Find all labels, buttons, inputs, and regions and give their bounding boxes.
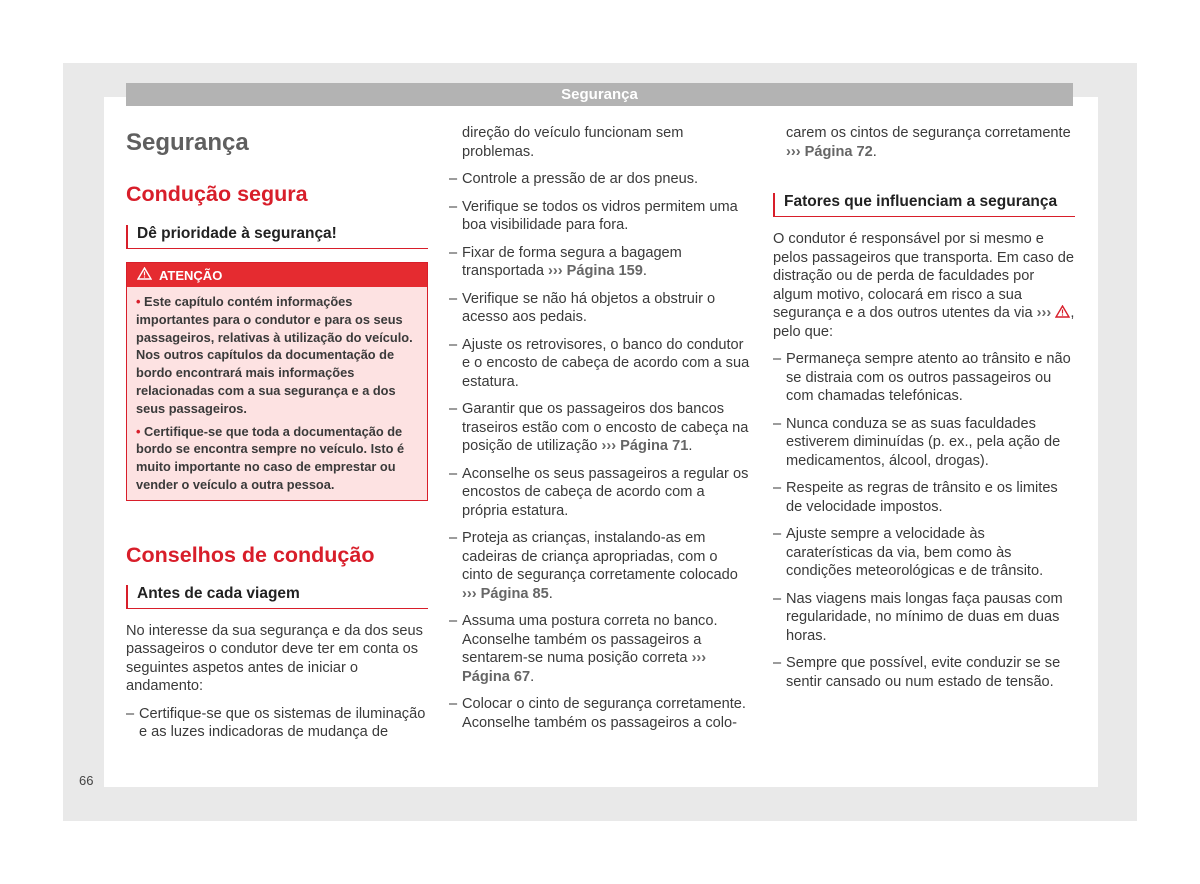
warning-triangle-icon <box>1055 305 1070 321</box>
heading-safe-driving: Condução segura <box>126 182 308 206</box>
list-item: – Controle a pressão de ar dos pneus. <box>449 171 699 187</box>
list-item: – Fixar de forma segura a bagagem transportada ››› Página 159. <box>449 244 682 279</box>
list-item: – Nas viagens mais longas faça pausas com regularidade, no mínimo de duas em duas horas. <box>773 590 1063 644</box>
list-item: – Assuma uma postura correta no banco. Aconselhe também os passageiros a sentarem-se numa posição correta ››› Página 67. <box>449 613 718 685</box>
heading-driving-advice: Conselhos de condução <box>126 542 375 567</box>
warning-link[interactable]: ››› <box>1036 305 1052 321</box>
warning-point: • Certifique-se que toda a documentação de bordo se encontra sempre no veículo. Isto é muito importante no caso de emprestar ou vender o veículo a outra pessoa. <box>136 423 405 492</box>
list-item: – Aconselhe os seus passageiros a regular os encostos de cabeça de acordo com a própria estatura. <box>449 465 749 519</box>
list-item: – Verifique se todos os vidros permitem uma boa visibilidade para fora. <box>449 198 738 233</box>
warning-title: ATENÇÃO <box>159 267 223 283</box>
page-link[interactable]: ››› Página 71 <box>601 438 689 454</box>
page-title: Segurança <box>126 129 249 156</box>
column-2 <box>449 124 751 732</box>
page-link[interactable]: ››› Página 159 <box>548 263 643 279</box>
list-item: – Certifique-se que os sistemas de iluminação e as luzes indicadoras de mudança de <box>126 705 426 741</box>
warning-point: • Este capítulo contém informações importantes para o condutor e para os seus passageiros, relativas à utilização do veículo. Nos outros capítulos da documentação de bordo encontrará mais informações relacionadas com a sua segurança e a dos seus passageiros. <box>136 294 413 416</box>
intro-paragraph: No interesse da sua segurança e da dos seus passageiros o condutor deve ter em conta os seguintes aspetos antes de iniciar o andamento: <box>126 622 423 695</box>
factors-list <box>773 350 1075 691</box>
checklist <box>449 170 751 732</box>
column-1 <box>126 124 428 742</box>
continued-text: carem os cintos de segurança corretamente ››› Página 72. <box>786 125 1071 160</box>
list-item: – Verifique se não há objetos a obstruir o acesso aos pedais. <box>449 290 716 325</box>
page-number: 66 <box>79 773 94 788</box>
list-item: – Garantir que os passageiros dos bancos traseiros estão com o encosto de cabeça na posição de utilização ››› Página 71. <box>449 401 749 454</box>
subheading-before-trip: Antes de cada viagem <box>126 585 428 609</box>
warning-box <box>126 262 428 501</box>
column-3 <box>773 124 1075 691</box>
list-item: – Nunca conduza se as suas faculdades estiverem diminuídas (p. ex., pela ação de medicamentos, álcool, drogas). <box>773 415 1061 469</box>
subheading-priority: Dê prioridade à segurança! <box>126 225 428 249</box>
list-item: – Ajuste os retrovisores, o banco do condutor e o encosto de cabeça de acordo com a sua estatura. <box>449 336 750 390</box>
list-item: – Colocar o cinto de segurança corretamente. Aconselhe também os passageiros a colo- <box>449 696 746 731</box>
section-header: Segurança <box>126 83 1073 106</box>
page-link[interactable]: ››› Página 67 <box>462 650 707 685</box>
page-link[interactable]: ››› Página 72 <box>786 143 873 160</box>
warning-header <box>127 263 427 287</box>
subheading-factors: Fatores que influenciam a segurança <box>773 193 1075 217</box>
warning-triangle-icon <box>137 263 152 288</box>
warning-body <box>127 287 427 500</box>
list-item: – Ajuste sempre a velocidade às caraterísticas da via, bem como às condições meteorológicas e de trânsito. <box>773 526 1044 579</box>
continued-text: direção do veículo funcionam sem problemas. <box>462 125 684 160</box>
list-item: – Permaneça sempre atento ao trânsito e não se distraia com os outros passageiros ou com chamadas telefónicas. <box>773 351 1071 404</box>
page-link[interactable]: ››› Página 85 <box>462 585 549 602</box>
factors-intro: O condutor é responsável por si mesmo e pelos passageiros que transporta. Em caso de distração ou de perda de faculdades por algum motivo, colocará em risco a sua segurança e a dos outros utentes da via ››› , pelo que: <box>773 231 1075 340</box>
list-item: – Proteja as crianças, instalando-as em cadeiras de criança apropriadas, com o cinto de segurança corretamente colocado ››› Página 85. <box>449 530 738 602</box>
list-item: – Sempre que possível, evite conduzir se se sentir cansado ou num estado de tensão. <box>773 655 1061 690</box>
list-item: – Respeite as regras de trânsito e os limites de velocidade impostos. <box>773 480 1058 515</box>
